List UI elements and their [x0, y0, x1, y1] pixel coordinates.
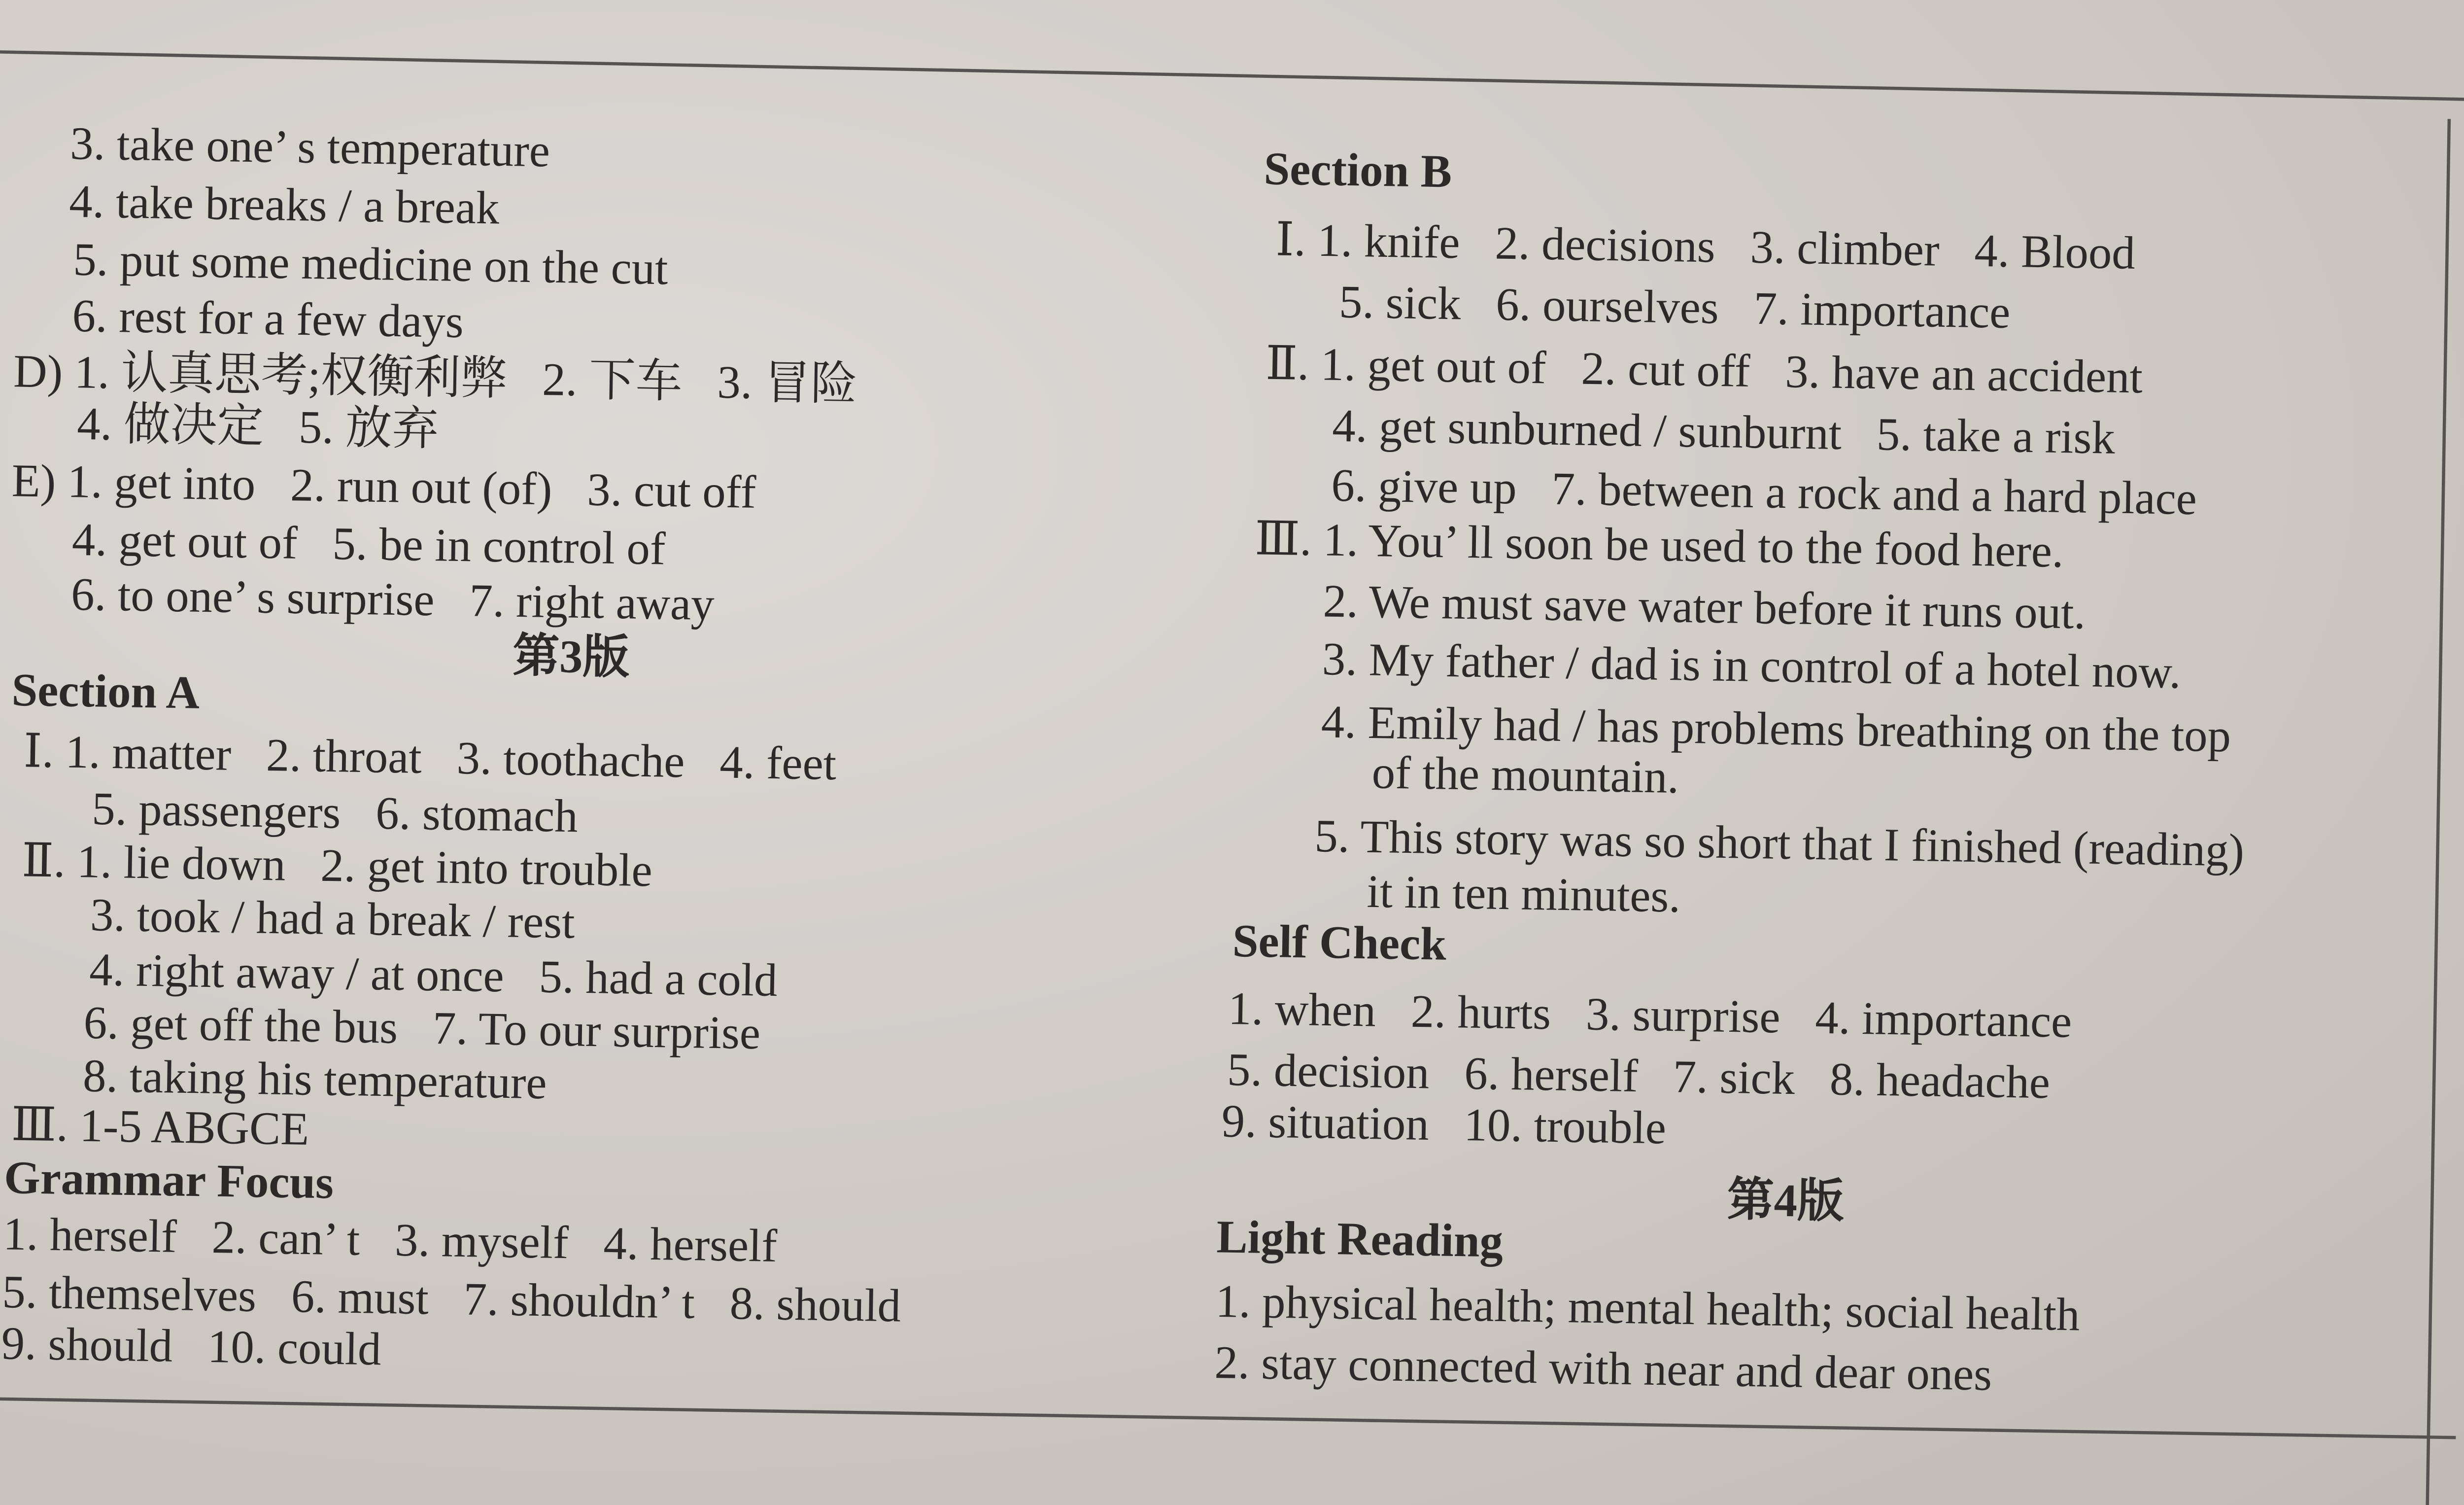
answer-line: Ⅱ. 1. lie down 2. get into trouble [21, 836, 653, 898]
answer-line: 5. themselves 6. must 7. shouldn’ t 8. should [1, 1267, 901, 1333]
answer-line: Ⅰ. 1. matter 2. throat 3. toothache 4. feet [23, 726, 837, 791]
answer-line: Ⅱ. 1. get out of 2. cut off 3. have an accident [1265, 338, 2143, 404]
answer-line: 5. decision 6. herself 7. sick 8. headache [1227, 1045, 2051, 1110]
answer-line: 6. rest for a few days [71, 291, 464, 349]
answer-line: 1. physical health; mental health; social health [1215, 1276, 2081, 1342]
answer-line: E) 1. get into 2. run out (of) 3. cut off [11, 455, 756, 519]
answer-line: 4. right away / at once 5. had a cold [89, 945, 778, 1007]
answer-line: Ⅲ. 1. You’ ll soon be used to the food here. [1254, 514, 2064, 578]
answer-line: 2. We must save water before it runs out. [1322, 576, 2086, 640]
answer-line: 3. take one’ s temperature [69, 118, 550, 178]
answer-line: 3. My father / dad is in control of a hotel now. [1322, 634, 2182, 700]
answer-line: 5. put some medicine on the cut [72, 234, 669, 296]
answer-line: 5. sick 6. ourselves 7. importance [1338, 277, 2011, 339]
section-a-heading: Section A [11, 665, 200, 720]
page-4-heading: 第4版 [1727, 1175, 1845, 1228]
answer-line: 6. get off the bus 7. To our surprise [83, 998, 761, 1060]
answer-line: Ⅲ. 1-5 ABGCE [11, 1099, 309, 1156]
answer-line: 3. took / had a break / rest [90, 890, 576, 949]
answer-line: 4. get out of 5. be in control of [71, 515, 666, 576]
answer-line: 2. stay connected with near and dear ones [1214, 1337, 1992, 1401]
answer-line: 4. get sunburned / sunburnt 5. take a risk [1332, 401, 2116, 465]
grammar-focus-heading: Grammar Focus [3, 1153, 334, 1210]
answer-line: 6. give up 7. between a rock and a hard place [1331, 460, 2197, 526]
answer-line: 1. herself 2. can’ t 3. myself 4. herself [2, 1209, 778, 1273]
answer-line: 4. 做决定 5. 放弃 [76, 399, 439, 456]
page-3-heading: 第3版 [512, 631, 630, 685]
light-reading-heading: Light Reading [1216, 1212, 1504, 1268]
answer-line: 4. take breaks / a break [68, 176, 500, 235]
answer-line: 9. situation 10. trouble [1221, 1096, 1667, 1155]
answer-line: 1. when 2. hurts 3. surprise 4. importance [1228, 983, 2072, 1049]
answer-line: D) 1. 认真思考;权衡利弊 2. 下车 3. 冒险 [13, 346, 858, 411]
answer-line: 5. passengers 6. stomach [91, 784, 579, 843]
answer-line: 4. Emily had / has problems breathing on the top [1321, 697, 2231, 763]
answer-line: of the mountain. [1371, 747, 1679, 804]
answer-line: 6. to one’ s surprise 7. right away [70, 569, 715, 631]
section-b-heading: Section B [1263, 143, 1452, 199]
top-rule [0, 50, 2464, 102]
answer-line: 9. should 10. could [1, 1318, 382, 1376]
answer-line: 5. This story was so short that I finished (reading) [1314, 811, 2245, 877]
bottom-rule [0, 1397, 2456, 1439]
right-border [2425, 119, 2451, 1505]
self-check-heading: Self Check [1232, 916, 1447, 971]
answer-line: 8. taking his temperature [82, 1050, 548, 1110]
answer-line: it in ten minutes. [1366, 867, 1681, 923]
answer-line: Ⅰ. 1. knife 2. decisions 3. climber 4. Blood [1275, 214, 2136, 280]
